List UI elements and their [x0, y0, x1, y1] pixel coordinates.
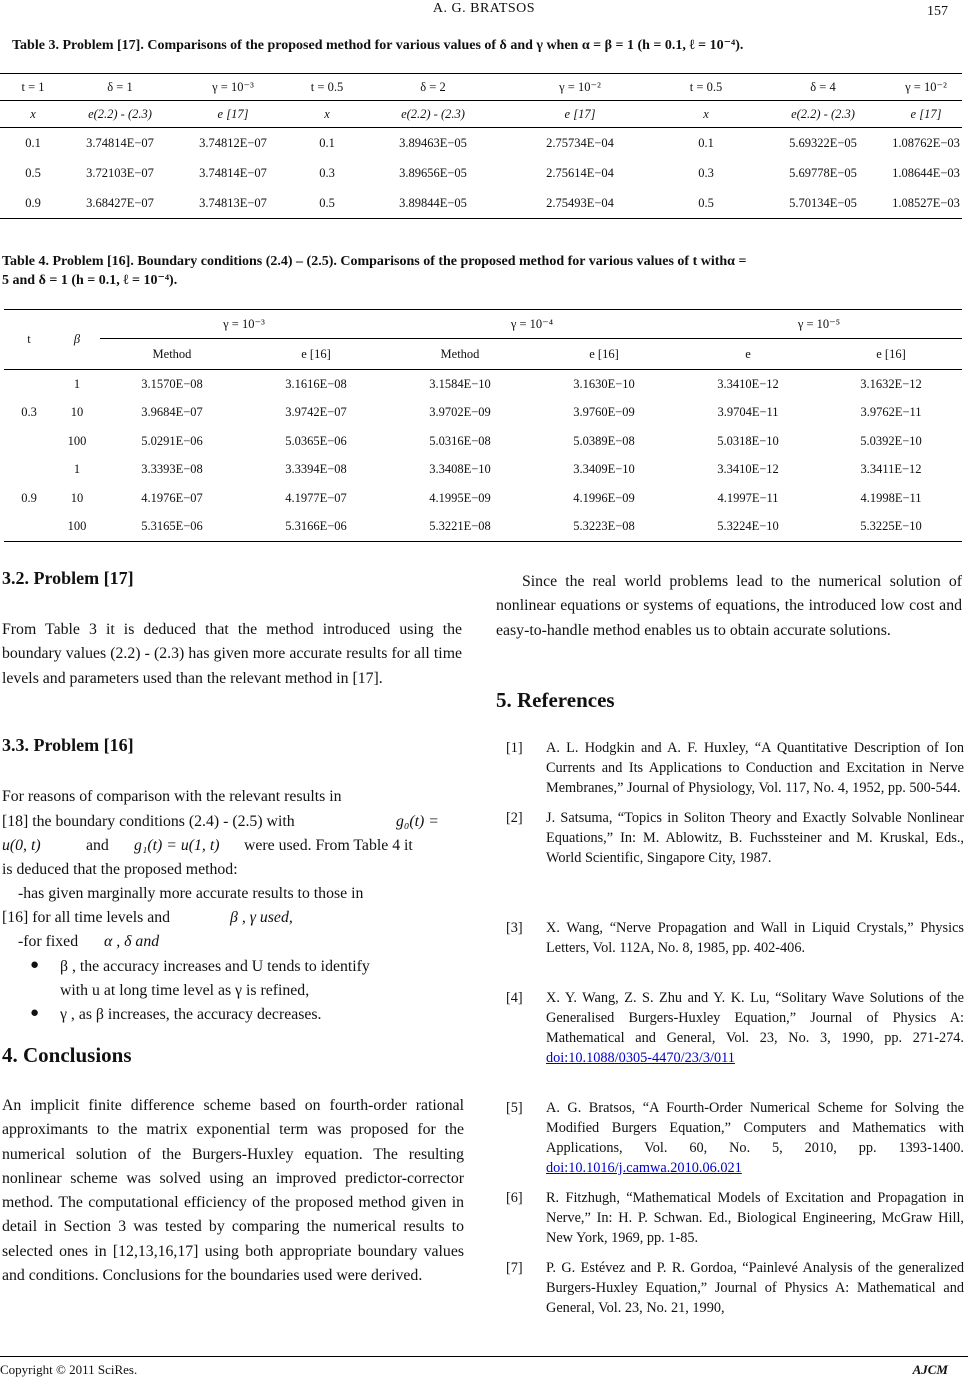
- table-row: [4, 399, 962, 428]
- table4-beta-header: β: [54, 310, 100, 370]
- section-3-3-line3: were used. From Table 4 it: [244, 837, 413, 854]
- table3-col-header: e [17]: [174, 101, 292, 128]
- section-3-2-text: From Table 3 it is deduced that the method introduced using the boundary values (2.2) - (2.3) has given more accurate results for all time levels and parameters used than the relevant method in [17].: [2, 621, 462, 687]
- table4-beta-value: 100: [67, 433, 87, 448]
- table4-beta-value: 100: [54, 513, 100, 542]
- reference-text-block: [546, 808, 964, 868]
- section-3-3-title: 3.3. Problem [16]: [2, 735, 134, 755]
- item1-params: β , γ used,: [230, 909, 293, 926]
- table4-t-value: 0.3: [21, 405, 37, 420]
- table4-group-header: γ = 10⁻⁴: [388, 310, 676, 339]
- section-3-3-line1: For reasons of comparison with the relevant results in: [2, 788, 342, 805]
- reference-text: P. G. Estévez and P. R. Gordoa, “Painlevé Analysis of the generalized Burgers-Huxley Equation,” Journal of Physics A: Mathematical and General, Vol. 23, No. 21, 1990,: [546, 1260, 964, 1316]
- table4-cell: 5.3221E−08: [388, 513, 532, 542]
- table3-col-header: x: [0, 101, 66, 128]
- table3-cell: 3.89656E−05: [399, 165, 467, 180]
- table4-cell: 3.3408E−10: [429, 462, 491, 477]
- reference-text: X. Wang, “Nerve Propagation and Wall in Liquid Crystals,” Physics Letters, Vol. 112A, No. 8, 1985, pp. 402-406.: [546, 920, 964, 956]
- table3-cell: 3.68427E−07: [66, 188, 174, 219]
- table-row: [4, 484, 962, 513]
- reference-text: J. Satsuma, “Topics in Soliton Theory and Exactly Solvable Nonlinear Equations,” In: M. Ablowitz, B. Fuchssteiner and M. Kruskal, Eds., World Scientific, Singapore City, 1987.: [546, 810, 964, 866]
- reference-text: X. Y. Wang, Z. S. Zhu and Y. K. Lu, “Solitary Wave Solutions of the Generalised Burgers-Huxley Equation,” Journal of Physics A: Mathematical and General, Vol. 23, No. 3, 1990, pp. 271-274.: [546, 990, 964, 1046]
- table4-beta-value: 1: [73, 462, 81, 477]
- page-number: 157: [927, 4, 948, 19]
- table-row: [4, 456, 962, 485]
- table4-cell: 3.9762E−11: [860, 405, 922, 420]
- table3-cell: 2.75734E−04: [546, 135, 614, 150]
- table4-cell: 4.1977E−07: [285, 490, 347, 505]
- table4-cell: 5.3165E−06: [100, 513, 244, 542]
- table3-cell: 0.1: [698, 135, 714, 150]
- reference-text-block: [546, 988, 964, 1068]
- table3-cell: 3.74814E−07: [86, 135, 154, 150]
- table4-cell: 4.1997E−11: [717, 490, 779, 505]
- table4-caption-line2: 5 and δ = 1 (h = 0.1, ℓ = 10⁻⁴).: [2, 273, 178, 288]
- table4-subheader: e [16]: [244, 339, 388, 370]
- table4-group-header: γ = 10⁻⁵: [676, 310, 962, 339]
- table3-col-header: e [17]: [890, 101, 962, 128]
- reference-number: [7]: [506, 1260, 523, 1276]
- table4-cell: 4.1995E−09: [429, 490, 491, 505]
- table3-cell: 1.08644E−03: [892, 165, 960, 180]
- section-4-text: An implicit finite difference scheme based on fourth-order rational approximants to the matrix exponential term was proposed for the numerical solution of the Burgers-Huxley equation. The resulting nonlinear scheme was solved using an improved predictor-corrector method. The computational efficiency of the proposed method given in detail in Section 3 was tested by comparing the numerical results to selected ones in [12,13,16,17] using both appropriate boundary values and conditions. Conclusions for the boundaries used were derived.: [2, 1097, 464, 1285]
- table-row: [4, 513, 962, 542]
- table-row: [0, 158, 962, 188]
- table3-cell: 5.70134E−05: [756, 188, 890, 219]
- table3-col-header: x: [656, 101, 756, 128]
- table4-cell: 3.9760E−09: [573, 405, 635, 420]
- reference-text: R. Fitzhugh, “Mathematical Models of Excitation and Propagation in Nerve,” In: H. P. Schwan. Ed., Biological Engineering, McGraw Hill, New York, 1969, pp. 1-85.: [546, 1190, 964, 1246]
- table4-caption-line1: Table 4. Problem [16]. Boundary conditions (2.4) – (2.5). Comparisons of the proposed method for various values of t withα =: [2, 254, 747, 269]
- table3-col-header: e [17]: [504, 101, 656, 128]
- item1-line1: -has given marginally more accurate results to those in: [18, 885, 364, 902]
- section-3-3-line4: is deduced that the proposed method:: [2, 861, 238, 878]
- table3-col-header: x: [292, 101, 362, 128]
- table3-param: t = 0.5: [292, 74, 362, 101]
- table4-cell: 3.3410E−12: [717, 462, 779, 477]
- table4-t-value: 0.9: [4, 456, 54, 542]
- table3-cell: 0.5: [292, 188, 362, 219]
- reference-number: [6]: [506, 1190, 523, 1206]
- reference-text-block: [546, 1098, 964, 1178]
- table3-param: δ = 2: [362, 74, 504, 101]
- table3-cell: 3.74814E−07: [199, 165, 267, 180]
- table4-cell: 5.0365E−06: [285, 433, 347, 448]
- footer-divider: [0, 1356, 968, 1357]
- table3-cell: 2.75614E−04: [546, 165, 614, 180]
- table3-param-row: [0, 74, 962, 101]
- table3-cell: 0.1: [25, 135, 41, 150]
- table4-cell: 5.3223E−08: [532, 513, 676, 542]
- table3-cell: 3.74812E−07: [199, 135, 267, 150]
- table3-param: δ = 1: [66, 74, 174, 101]
- table4-t-header: t: [4, 310, 54, 370]
- table3-param: γ = 10⁻²: [890, 74, 962, 101]
- table4-cell: 4.1976E−07: [141, 490, 203, 505]
- u0t-formula: u(0, t): [2, 837, 41, 854]
- table4-cell: 3.9704E−11: [717, 405, 779, 420]
- bullet2-line: γ , as β increases, the accuracy decreases.: [60, 1006, 322, 1023]
- table3-caption: Table 3. Problem [17]. Comparisons of the proposed method for various values of δ and γ when α = β = 1 (h = 0.1, ℓ = 10⁻⁴).: [12, 38, 744, 53]
- table4-cell: 3.9702E−09: [429, 405, 491, 420]
- table-row: [4, 370, 962, 399]
- section-3-2-title: 3.2. Problem [17]: [2, 568, 134, 588]
- table-row: [0, 128, 962, 159]
- table4-beta-value: 1: [73, 376, 81, 391]
- table4-beta-value: 10: [70, 490, 84, 505]
- table3-cell: 0.9: [0, 188, 66, 219]
- table3-param: t = 0.5: [656, 74, 756, 101]
- item1-line2: [16] for all time levels and: [2, 909, 171, 926]
- doi-link[interactable]: doi:10.1088/0305-4470/23/3/011: [546, 1050, 735, 1066]
- table4-cell: 3.1616E−08: [285, 376, 347, 391]
- table3-col-header: e(2.2) - (2.3): [756, 101, 890, 128]
- table3-param: γ = 10⁻³: [174, 74, 292, 101]
- table4-cell: 5.3225E−10: [820, 513, 962, 542]
- reference-number: [3]: [506, 920, 523, 936]
- table3-cell: 1.08762E−03: [892, 135, 960, 150]
- table3-header-row: [0, 101, 962, 128]
- table3-cell: 3.89844E−05: [362, 188, 504, 219]
- table3-cell: 2.75493E−04: [504, 188, 656, 219]
- table-row: [4, 427, 962, 456]
- reference-text: A. L. Hodgkin and A. F. Huxley, “A Quantitative Description of Ion Currents and Its Applications to Conduction and Excitation in Nerve Membranes,” Journal of Physiology, Vol. 117, No. 4, 1952, pp. 500-544.: [546, 740, 964, 796]
- section-3-3-line2: [18] the boundary conditions (2.4) - (2.5) with: [2, 813, 295, 830]
- table3-cell: 3.89463E−05: [399, 135, 467, 150]
- table4-subheader: e [16]: [820, 339, 962, 370]
- table4-cell: 5.3224E−10: [676, 513, 820, 542]
- table4-cell: 3.1584E−10: [429, 376, 491, 391]
- reference-text-block: [546, 1258, 964, 1318]
- closing-paragraph: Since the real world problems lead to the numerical solution of nonlinear equations or systems of equations, the introduced low cost and easy-to-handle method enables us to obtain accurate solutions.: [496, 573, 962, 639]
- bullet-icon: ●: [30, 957, 40, 973]
- table3-param: t = 1: [0, 74, 66, 101]
- table3-body: [0, 128, 962, 219]
- table4-cell: 3.3410E−12: [717, 376, 779, 391]
- references-title: 5. References: [496, 688, 615, 712]
- table4-cell: 4.1996E−09: [573, 490, 635, 505]
- g1-formula: g₁(t) = u(1, t): [134, 837, 220, 854]
- table4-cell: 4.1998E−11: [860, 490, 922, 505]
- table3-cell: 0.5: [25, 165, 41, 180]
- item2-params: α , δ and: [104, 933, 160, 950]
- table4-subheader: e: [676, 339, 820, 370]
- table3: [0, 73, 962, 219]
- doi-link[interactable]: doi:10.1016/j.camwa.2010.06.021: [546, 1160, 742, 1176]
- table4-cell: 3.3409E−10: [573, 462, 635, 477]
- table4-cell: 3.3393E−08: [141, 462, 203, 477]
- table3-cell: 0.5: [656, 188, 756, 219]
- reference-number: [1]: [506, 740, 523, 756]
- reference-text: A. G. Bratsos, “A Fourth-Order Numerical Scheme for Solving the Modified Burgers Equation,” Computers and Mathematics with Applications, Vol. 60, No. 5, 2010, pp. 1393-1400.: [546, 1100, 964, 1156]
- table4-cell: 5.0316E−08: [429, 433, 491, 448]
- table4-cell: 3.1630E−10: [573, 376, 635, 391]
- table4-cell: 3.3394E−08: [285, 462, 347, 477]
- table3-cell: 0.3: [698, 165, 714, 180]
- table4-beta-value: 10: [70, 405, 84, 420]
- table4-cell: 3.3411E−12: [860, 462, 922, 477]
- table3-col-header: e(2.2) - (2.3): [66, 101, 174, 128]
- item2-line: -for fixed: [18, 933, 79, 950]
- table3-cell: 3.72103E−07: [86, 165, 154, 180]
- table3-cell: 3.74813E−07: [174, 188, 292, 219]
- table3-cell: 5.69322E−05: [789, 135, 857, 150]
- running-header-author: A. G. BRATSOS: [432, 1, 536, 16]
- table4-cell: 3.1570E−08: [141, 376, 203, 391]
- table4-cell: 5.0389E−08: [573, 433, 635, 448]
- table4-cell: 3.9684E−07: [141, 405, 203, 420]
- and-word: and: [86, 837, 109, 854]
- table4-cell: 3.1632E−12: [860, 376, 922, 391]
- table4-body: [4, 370, 962, 542]
- table4-cell: 5.0392E−10: [860, 433, 922, 448]
- table4-subheader: e [16]: [532, 339, 676, 370]
- table3-param: γ = 10⁻²: [504, 74, 656, 101]
- table3-cell: 1.08527E−03: [890, 188, 962, 219]
- bullet1-line2: with u at long time level as γ is refined,: [60, 982, 310, 999]
- table4-cell: 5.3166E−06: [244, 513, 388, 542]
- table4: [4, 309, 962, 542]
- bullet-icon: ●: [30, 1005, 40, 1021]
- g0-formula: g₀(t) =: [396, 813, 439, 830]
- reference-number: [5]: [506, 1100, 523, 1116]
- table4-subheader: Method: [388, 339, 532, 370]
- table3-cell: 0.1: [319, 135, 335, 150]
- bullet1-line1: β , the accuracy increases and U tends to identify: [60, 958, 370, 975]
- table3-col-header: e(2.2) - (2.3): [362, 101, 504, 128]
- reference-number: [2]: [506, 810, 523, 826]
- section-4-title: 4. Conclusions: [2, 1043, 132, 1067]
- table4-group-header: γ = 10⁻³: [100, 310, 388, 339]
- reference-text-block: [546, 738, 964, 798]
- footer-copyright: Copyright © 2011 SciRes.: [0, 1362, 138, 1377]
- table3-cell: 5.69778E−05: [789, 165, 857, 180]
- reference-text-block: [546, 1188, 964, 1248]
- table-row: [0, 188, 962, 219]
- reference-text-block: [546, 918, 964, 958]
- table4-cell: 5.0291E−06: [141, 433, 203, 448]
- footer-journal: AJCM: [912, 1362, 948, 1377]
- table3-cell: 0.3: [319, 165, 335, 180]
- table3-param: δ = 4: [756, 74, 890, 101]
- table4-cell: 3.9742E−07: [285, 405, 347, 420]
- table4-subheader: Method: [100, 339, 244, 370]
- reference-number: [4]: [506, 990, 523, 1006]
- table4-cell: 5.0318E−10: [717, 433, 779, 448]
